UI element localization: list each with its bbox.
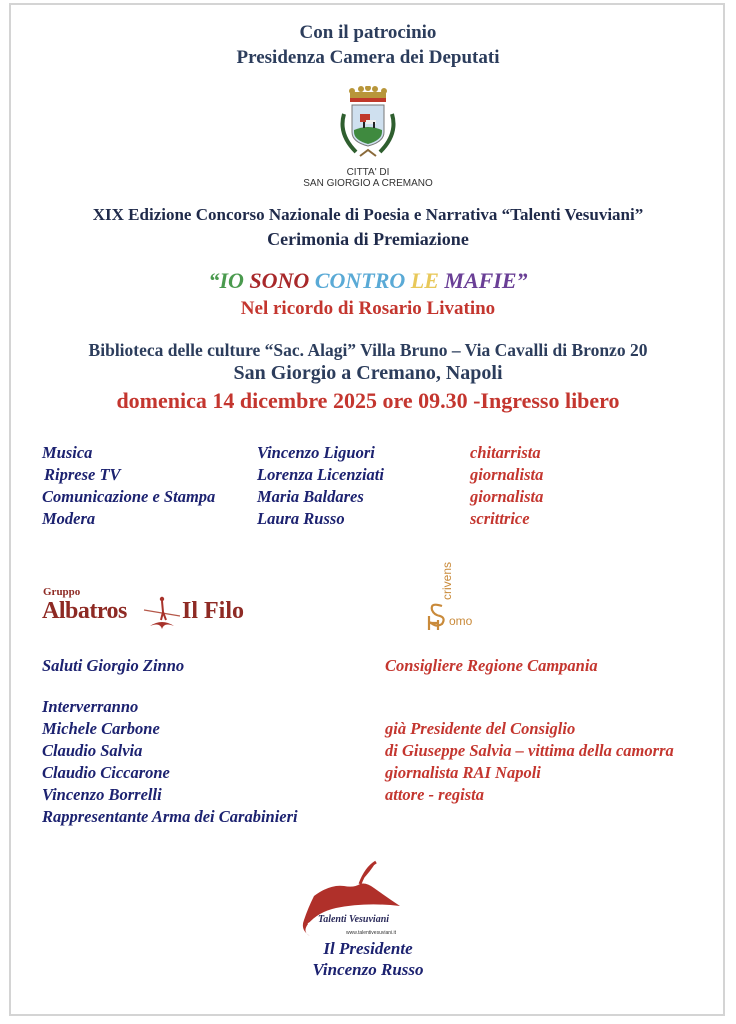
volcano-quill-icon	[296, 858, 412, 940]
albatros-name: Albatros	[42, 598, 127, 624]
role-person: Lorenza Licenziati	[257, 465, 384, 484]
role-title: giornalista	[470, 487, 544, 506]
speakers-heading: Interverranno	[42, 697, 139, 716]
role-person: Maria Baldares	[257, 487, 364, 506]
role-label: Riprese TV	[44, 465, 121, 484]
role-person: Laura Russo	[257, 509, 345, 528]
slogan-word: CONTRO	[314, 268, 411, 293]
coat-of-arms-icon	[330, 86, 406, 166]
role-title: giornalista	[470, 465, 544, 484]
speaker-title: di Giuseppe Salvia – vittima della camorra	[385, 741, 674, 760]
patronage-line: Con il patrocinio	[299, 22, 437, 43]
greetings-title: Consigliere Regione Campania	[385, 656, 598, 675]
crest-caption-city: CITTA' DI	[346, 167, 390, 178]
edition-title: XIX Edizione Concorso Nazionale di Poesia e Narrativa “Talenti Vesuviani”	[92, 205, 644, 224]
tightrope-walker-icon	[142, 596, 182, 630]
scrivens-text	[440, 586, 454, 600]
il-filo-name: Il Filo	[182, 598, 245, 624]
role-title: chitarrista	[470, 443, 541, 462]
speaker-name: Vincenzo Borrelli	[42, 785, 162, 804]
slogan-word: MAFIE”	[444, 268, 528, 293]
logo-name: Talenti Vesuviani	[318, 914, 390, 925]
role-label: Comunicazione e Stampa	[42, 487, 216, 506]
date-time-line: domenica 14 dicembre 2025 ore 09.30 -Ingresso libero	[116, 388, 620, 413]
speaker-title: già Presidente del Consiglio	[385, 719, 576, 738]
scrivens-monogram-icon	[426, 602, 448, 630]
speaker-name: Rappresentante Arma dei Carabinieri	[42, 807, 298, 826]
slogan-word: SONO	[249, 268, 315, 293]
talenti-vesuviani-logo	[296, 858, 412, 940]
role-label: Modera	[42, 509, 96, 528]
speaker-title: attore - regista	[385, 785, 484, 804]
albatros-group-label: Gruppo	[43, 586, 81, 598]
ceremony-title: Cerimonia di Premiazione	[267, 229, 469, 249]
slogan-word: LE	[410, 268, 445, 293]
crest-caption-name: SAN GIORGIO A CREMANO	[303, 178, 433, 189]
role-title: scrittrice	[470, 509, 530, 528]
signature-name: Vincenzo Russo	[312, 960, 424, 979]
memorial-line: Nel ricordo di Rosario Livatino	[240, 298, 496, 319]
role-person: Vincenzo Liguori	[257, 443, 375, 462]
role-label: Musica	[42, 443, 93, 462]
city-line: San Giorgio a Cremano, Napoli	[233, 362, 503, 384]
slogan-word: “IO	[208, 268, 250, 293]
speaker-name: Claudio Ciccarone	[42, 763, 170, 782]
greetings-line: Saluti Giorgio Zinno	[42, 656, 185, 675]
speaker-name: Michele Carbone	[42, 719, 160, 738]
speaker-title: giornalista RAI Napoli	[385, 763, 541, 782]
signature-role: Il Presidente	[323, 939, 413, 958]
venue-line: Biblioteca delle culture “Sac. Alagi” Villa Bruno – Via Cavalli di Bronzo 20	[88, 340, 648, 360]
logo-url[interactable]: www.talentivesuviani.it	[346, 930, 397, 936]
slogan	[0, 268, 736, 294]
patronage-institution: Presidenza Camera dei Deputati	[236, 47, 500, 68]
speaker-name: Claudio Salvia	[42, 741, 143, 760]
homo-text: omo	[449, 614, 473, 628]
